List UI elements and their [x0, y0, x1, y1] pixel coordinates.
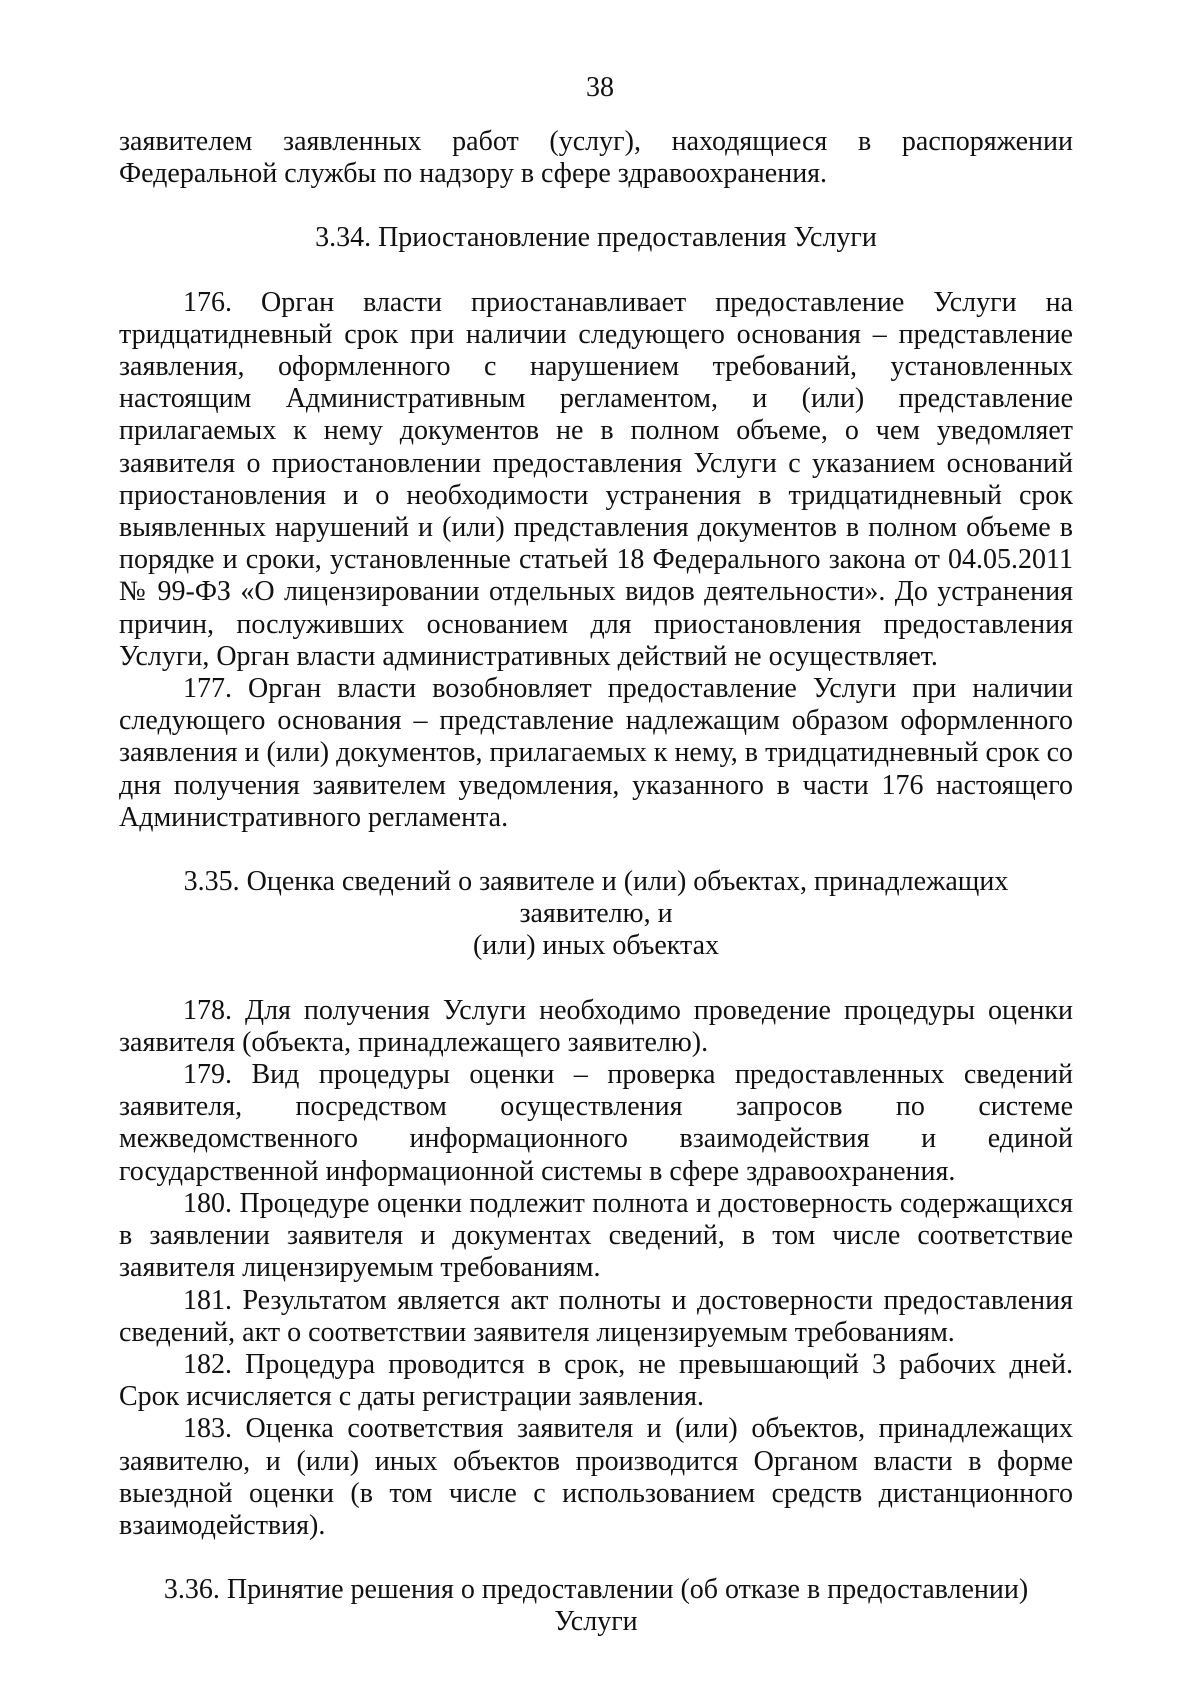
continuation-paragraph: заявителем заявленных работ (услуг), находящиеся в распоряжении Федеральной службы по надзору в сфере здравоохранения. [119, 126, 1073, 190]
paragraph-182: 182. Процедура проводится в срок, не превышающий 3 рабочих дней. Срок исчисляется с даты регистрации заявления. [119, 1348, 1073, 1413]
document-body [119, 126, 1073, 1639]
spacer [119, 255, 1073, 287]
paragraph-183: 183. Оценка соответствия заявителя и (или) объектов, принадлежащих заявителю, и (или) иных объектов производится Органом власти в форме выездной оценки (в том числе с использованием средств дистанционного взаимодействия). [119, 1413, 1073, 1541]
section-heading-3-35-line1: 3.35. Оценка сведений о заявителе и (или) объектах, принадлежащих заявителю, и [183, 866, 1009, 930]
section-heading-3-34: 3.34. Приостановление предоставления Услуги [315, 222, 877, 254]
spacer [119, 190, 1073, 222]
paragraph-179: 179. Вид процедуры оценки – проверка предоставленных сведений заявителя, посредством осуществления запросов по системе межведомственного информационного взаимодействия и единой государственной информационной системы в сфере здравоохранения. [119, 1059, 1073, 1187]
spacer [119, 1542, 1073, 1574]
section-heading-3-36: 3.36. Принятие решения о предоставлении (об отказе в предоставлении) Услуги [163, 1574, 1029, 1638]
section-heading-3-35 [119, 866, 1073, 963]
page-number: 38 [586, 72, 614, 103]
paragraph-177: 177. Орган власти возобновляет предоставление Услуги при наличии следующего основания – представление надлежащим образом оформленного заявления и (или) документов, прилагаемых к нему, в тридцатидневный срок со дня получения заявителем уведомления, указанного в части 176 настоящего Административного регламента. [119, 673, 1073, 833]
paragraph-181: 181. Результатом является акт полноты и достоверности предоставления сведений, акт о соответствии заявителя лицензируемым требованиям. [119, 1284, 1073, 1348]
spacer [119, 963, 1073, 995]
section-heading-3-35-line2: (или) иных объектах [472, 930, 720, 962]
paragraph-176: 176. Орган власти приостанавливает предоставление Услуги на тридцатидневный срок при наличии следующего основания – представление заявления, оформленного с нарушением требований, установленных настоящим Административным регламентом, и (или) представление прилагаемых к нему документов не в полном объеме, о чем уведомляет заявителя о приостановлении предоставления Услуги с указанием оснований приостановления и о необходимости устранения в тридцатидневный срок выявленных нарушений и (или) представления документов в полном объеме в порядке и сроки, установленные статьей 18 Федерального закона от 04.05.2011 № 99-ФЗ «О лицензировании отдельных видов деятельности». До устранения причин, послуживших основанием для приостановления предоставления Услуги, Орган власти административных действий не осуществляет. [119, 286, 1073, 672]
paragraph-180: 180. Процедуре оценки подлежит полнота и достоверность содержащихся в заявлении заявителя и документах сведений, в том числе соответствие заявителя лицензируемым требованиям. [119, 1187, 1073, 1284]
spacer [119, 834, 1073, 866]
paragraph-178: 178. Для получения Услуги необходимо проведение процедуры оценки заявителя (объекта, принадлежащего заявителю). [119, 994, 1073, 1058]
